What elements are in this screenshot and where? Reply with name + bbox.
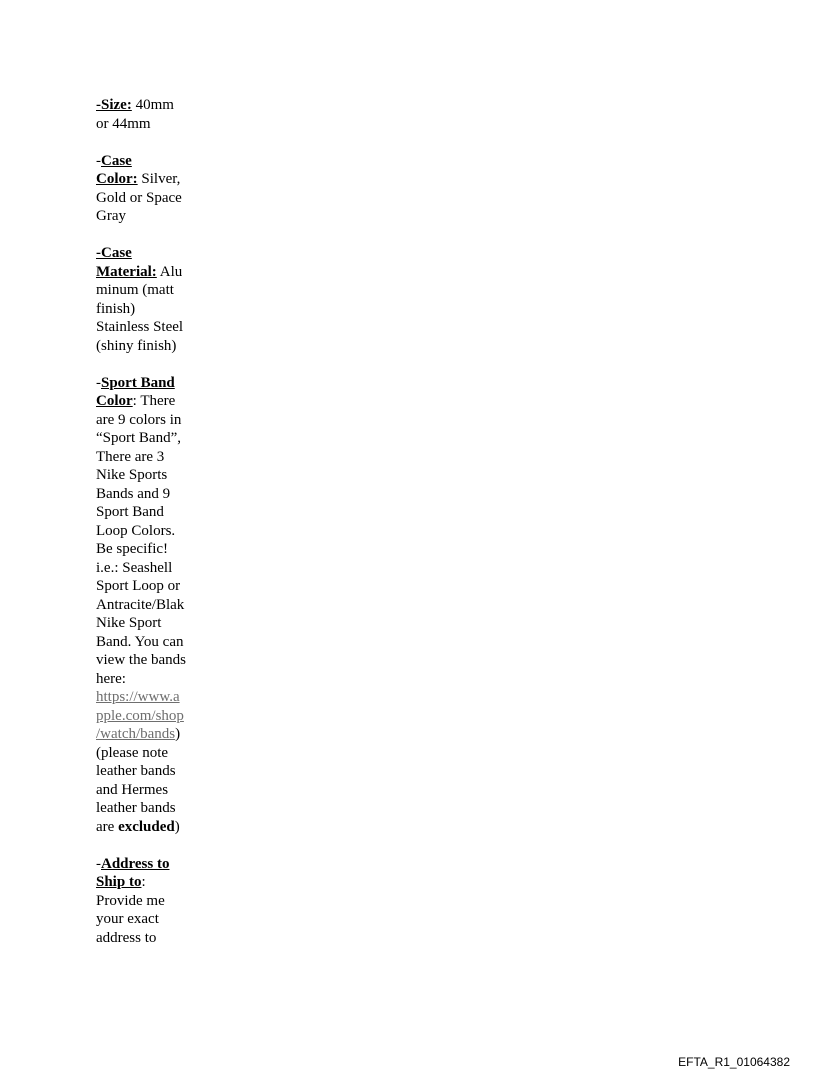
case-color-section <box>96 152 196 226</box>
sport-band-text-line: Loop Colors. <box>96 522 176 539</box>
size-line-2: or 44mm <box>96 115 151 132</box>
sport-band-text-line: view the bands <box>96 652 186 668</box>
document-column <box>96 96 196 966</box>
sport-band-note-last-line: are excluded) <box>96 818 180 835</box>
bands-link-part-2[interactable]: pple.com/shop <box>96 707 184 724</box>
sport-band-text-line: Nike Sports <box>96 467 168 483</box>
sport-band-color-section <box>96 374 196 837</box>
excluded-text: excluded <box>118 818 175 835</box>
case-material-label-2: Material: <box>96 263 157 280</box>
address-text-line: your exact <box>96 911 159 927</box>
bands-link-part-1[interactable]: https://www.a <box>96 689 180 705</box>
size-section <box>96 96 196 133</box>
address-label-1: Address to <box>101 855 170 872</box>
sport-band-label-2: Color <box>96 393 133 409</box>
bands-link-line-1[interactable] <box>96 688 196 707</box>
sport-band-note-line: leather bands <box>96 763 176 779</box>
sport-band-text-line: are 9 colors in <box>96 411 182 428</box>
bands-link-line-3[interactable]: /watch/bands) <box>96 726 181 742</box>
case-color-line-2: Color: Silver, <box>96 171 181 187</box>
case-color-label-2: Color: <box>96 171 138 187</box>
sport-band-line-1: -Sport Band <box>96 374 175 391</box>
case-color-line-4: Gray <box>96 208 126 224</box>
sport-band-text-line: Sport Band <box>96 504 164 520</box>
document-id-footer: EFTA_R1_01064382 <box>678 1055 790 1069</box>
bands-link-part-3[interactable]: /watch/bands <box>96 726 176 742</box>
case-material-line-2: Material: Alu <box>96 263 183 280</box>
case-material-section <box>96 244 196 355</box>
sport-band-note-line: and Hermes <box>96 781 169 798</box>
sport-band-text-line: Band. You can <box>96 633 184 650</box>
sport-band-text-line: Bands and 9 <box>96 485 171 502</box>
sport-band-text-line: Be specific! <box>96 541 169 557</box>
case-color-line-3: Gold or Space <box>96 189 182 206</box>
case-material-line-5: Stainless Steel <box>96 319 184 335</box>
case-material-line-6: (shiny finish) <box>96 337 177 354</box>
address-line-2: Ship to: <box>96 874 146 890</box>
size-label: -Size: <box>96 97 132 113</box>
sport-band-text-line: There are 3 <box>96 448 165 465</box>
address-text-line: Provide me <box>96 892 165 909</box>
case-material-line-1 <box>96 244 196 263</box>
sport-band-label-1: Sport Band <box>101 374 175 391</box>
sport-band-text-line: “Sport Band”, <box>96 430 181 446</box>
sport-band-text-line: here: <box>96 670 126 687</box>
case-material-line-3: minum (matt <box>96 282 174 298</box>
sport-band-text-line: Sport Loop or <box>96 578 181 594</box>
sport-band-note-line: leather bands <box>96 800 176 816</box>
address-section <box>96 855 196 948</box>
address-line-1: -Address to <box>96 855 170 872</box>
case-material-label-1: -Case <box>96 245 132 261</box>
case-color-label-1: Case <box>101 152 132 169</box>
address-label-2: Ship to <box>96 874 142 890</box>
case-color-line-1: -Case <box>96 152 132 169</box>
sport-band-text-line: i.e.: Seashell <box>96 559 173 576</box>
bands-link-line-2[interactable] <box>96 707 196 726</box>
size-line-1: -Size: 40mm <box>96 97 174 113</box>
case-material-line-4: finish) <box>96 300 136 317</box>
sport-band-note-line: (please note <box>96 744 169 761</box>
address-text-line: address to <box>96 929 157 946</box>
sport-band-text-line: Nike Sport <box>96 615 162 631</box>
sport-band-text-line: Antracite/Blak <box>96 596 185 613</box>
sport-band-line-2: Color: There <box>96 393 176 409</box>
